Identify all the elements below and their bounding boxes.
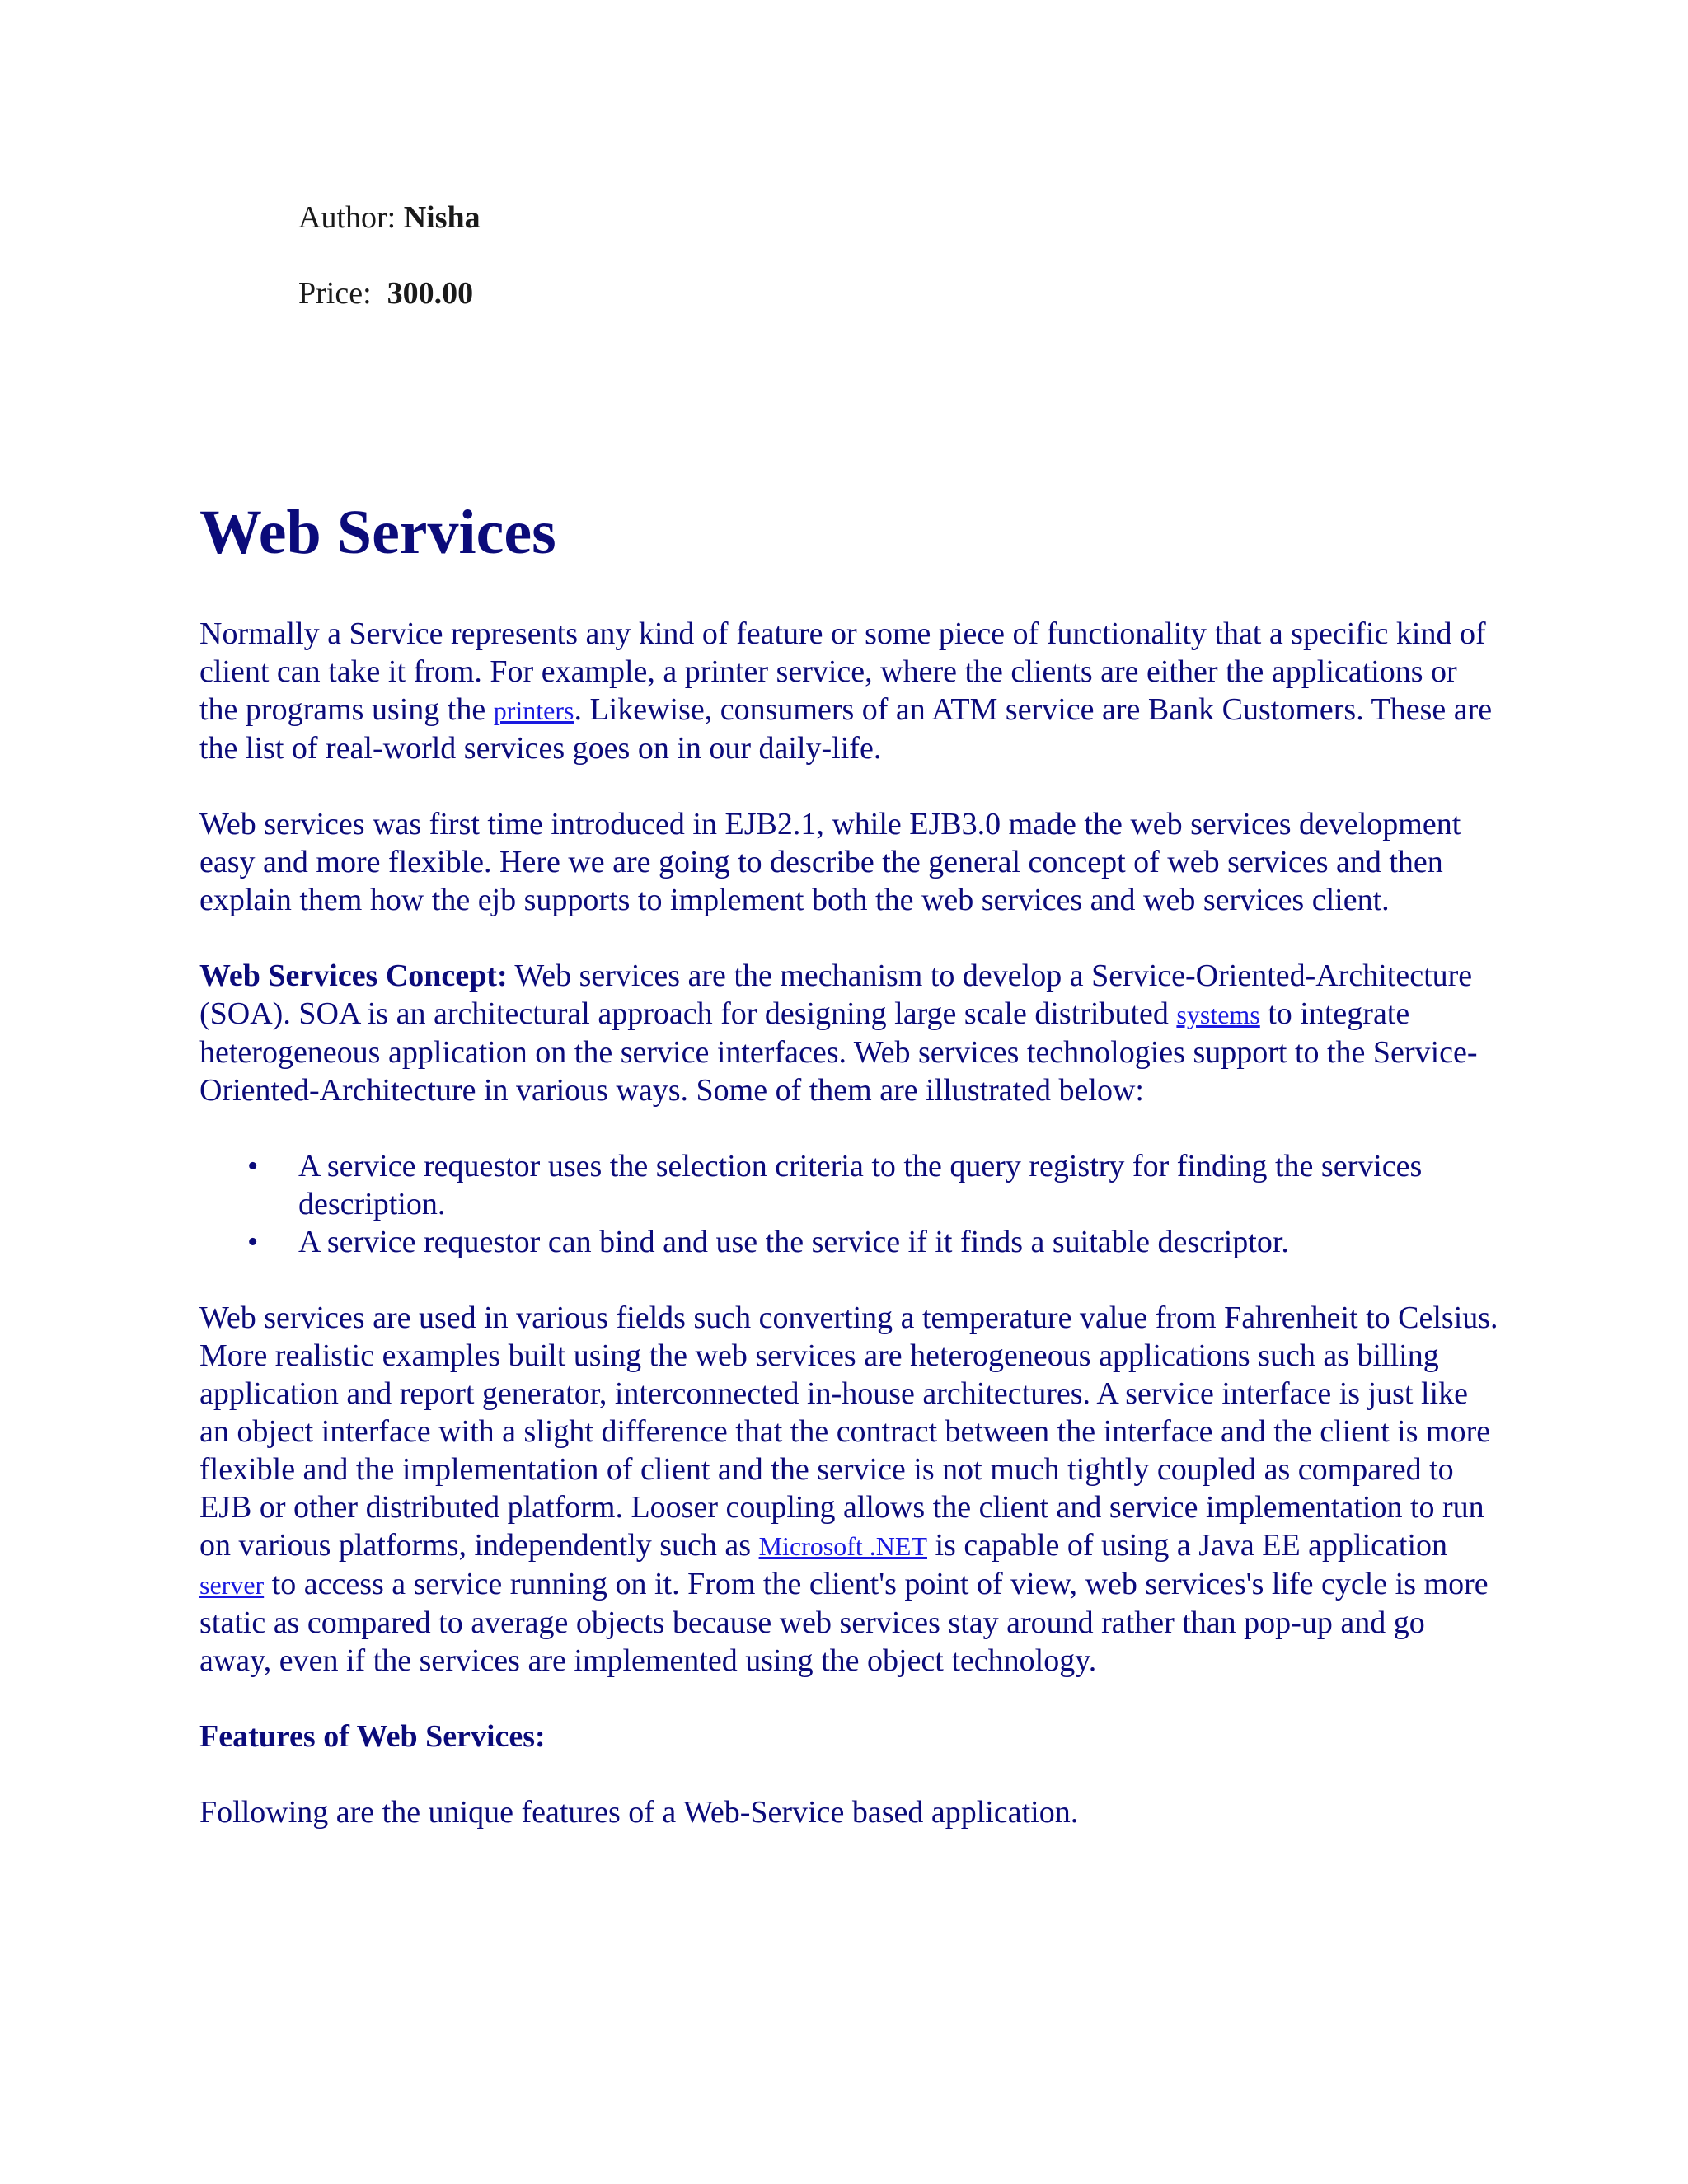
price-label: Price: xyxy=(298,276,372,311)
intro-paragraph xyxy=(199,615,1502,767)
usage-text-end: to access a service running on it. From the client's point of view, web services's life cycle is more static as compared to average objects because web services stay around rather than pop-up and go away, even if the services are implemented using the object technology. xyxy=(199,1567,1489,1678)
concept-text-end: to integrate heterogeneous application on the service interfaces. Web services technologies support to the Service-Oriented-Architecture in various ways. Some of them are illustrated below: xyxy=(199,996,1478,1108)
intro-text-start: Normally a Service represents any kind of feature or some piece of functionality that a specific kind of client can take it from. For example, a printer service, where the clients are either the applications or the programs using the xyxy=(199,616,1486,727)
price-value: 300.00 xyxy=(387,276,474,311)
concept-paragraph xyxy=(199,957,1502,1109)
concept-text-start: Web services are the mechanism to develop a Service-Oriented-Architecture (SOA). SOA is an architectural approach for designing large scale distributed xyxy=(199,958,1473,1031)
features-heading: Features of Web Services: xyxy=(199,1719,546,1754)
systems-link[interactable]: systems xyxy=(1176,1000,1260,1029)
bullet-icon: • xyxy=(247,1149,259,1183)
price-line xyxy=(298,274,473,313)
features-intro-paragraph: Following are the unique features of a Web-Service based application. xyxy=(199,1795,1079,1830)
author-line xyxy=(298,198,481,237)
history-paragraph: Web services was first time introduced in EJB2.1, while EJB3.0 made the web services development easy and more flexible. Here we are going to describe the general concept of web services and then explain them how the ejb supports to implement both the web services and web services client. xyxy=(199,807,1461,917)
bullet-list xyxy=(199,1147,1502,1261)
concept-heading: Web Services Concept: xyxy=(199,958,508,993)
usage-text-middle: is capable of using a Java EE application xyxy=(927,1528,1448,1563)
microsoft-net-link[interactable]: Microsoft .NET xyxy=(758,1531,927,1561)
printers-link[interactable]: printers xyxy=(493,696,574,725)
author-value: Nisha xyxy=(403,200,481,235)
list-item xyxy=(247,1223,1502,1261)
article-body xyxy=(199,494,1502,1869)
usage-paragraph xyxy=(199,1299,1502,1680)
bullet-icon: • xyxy=(247,1225,259,1259)
server-link[interactable]: server xyxy=(199,1570,265,1600)
list-item-text: A service requestor uses the selection criteria to the query registry for finding the services description. xyxy=(298,1149,1423,1221)
list-item xyxy=(247,1147,1502,1223)
usage-text-start: Web services are used in various fields such converting a temperature value from Fahrenheit to Celsius. More realistic examples built using the web services are heterogeneous applications such as billing application and report generator, interconnected in-house architectures. A service interface is just like an object interface with a slight difference that the contract between the interface and the client is more flexible and the implementation of client and the service is not much tightly coupled as compared to EJB or other distributed platform. Looser coupling allows the client and service implementation to run on various platforms, independently such as xyxy=(199,1301,1498,1563)
page-title: Web Services xyxy=(199,498,556,567)
author-label: Author: xyxy=(298,200,396,235)
intro-text-end: . Likewise, consumers of an ATM service are Bank Customers. These are the list of real-world services goes on in our daily-life. xyxy=(199,692,1493,766)
list-item-text: A service requestor can bind and use the service if it finds a suitable descriptor. xyxy=(298,1225,1289,1259)
